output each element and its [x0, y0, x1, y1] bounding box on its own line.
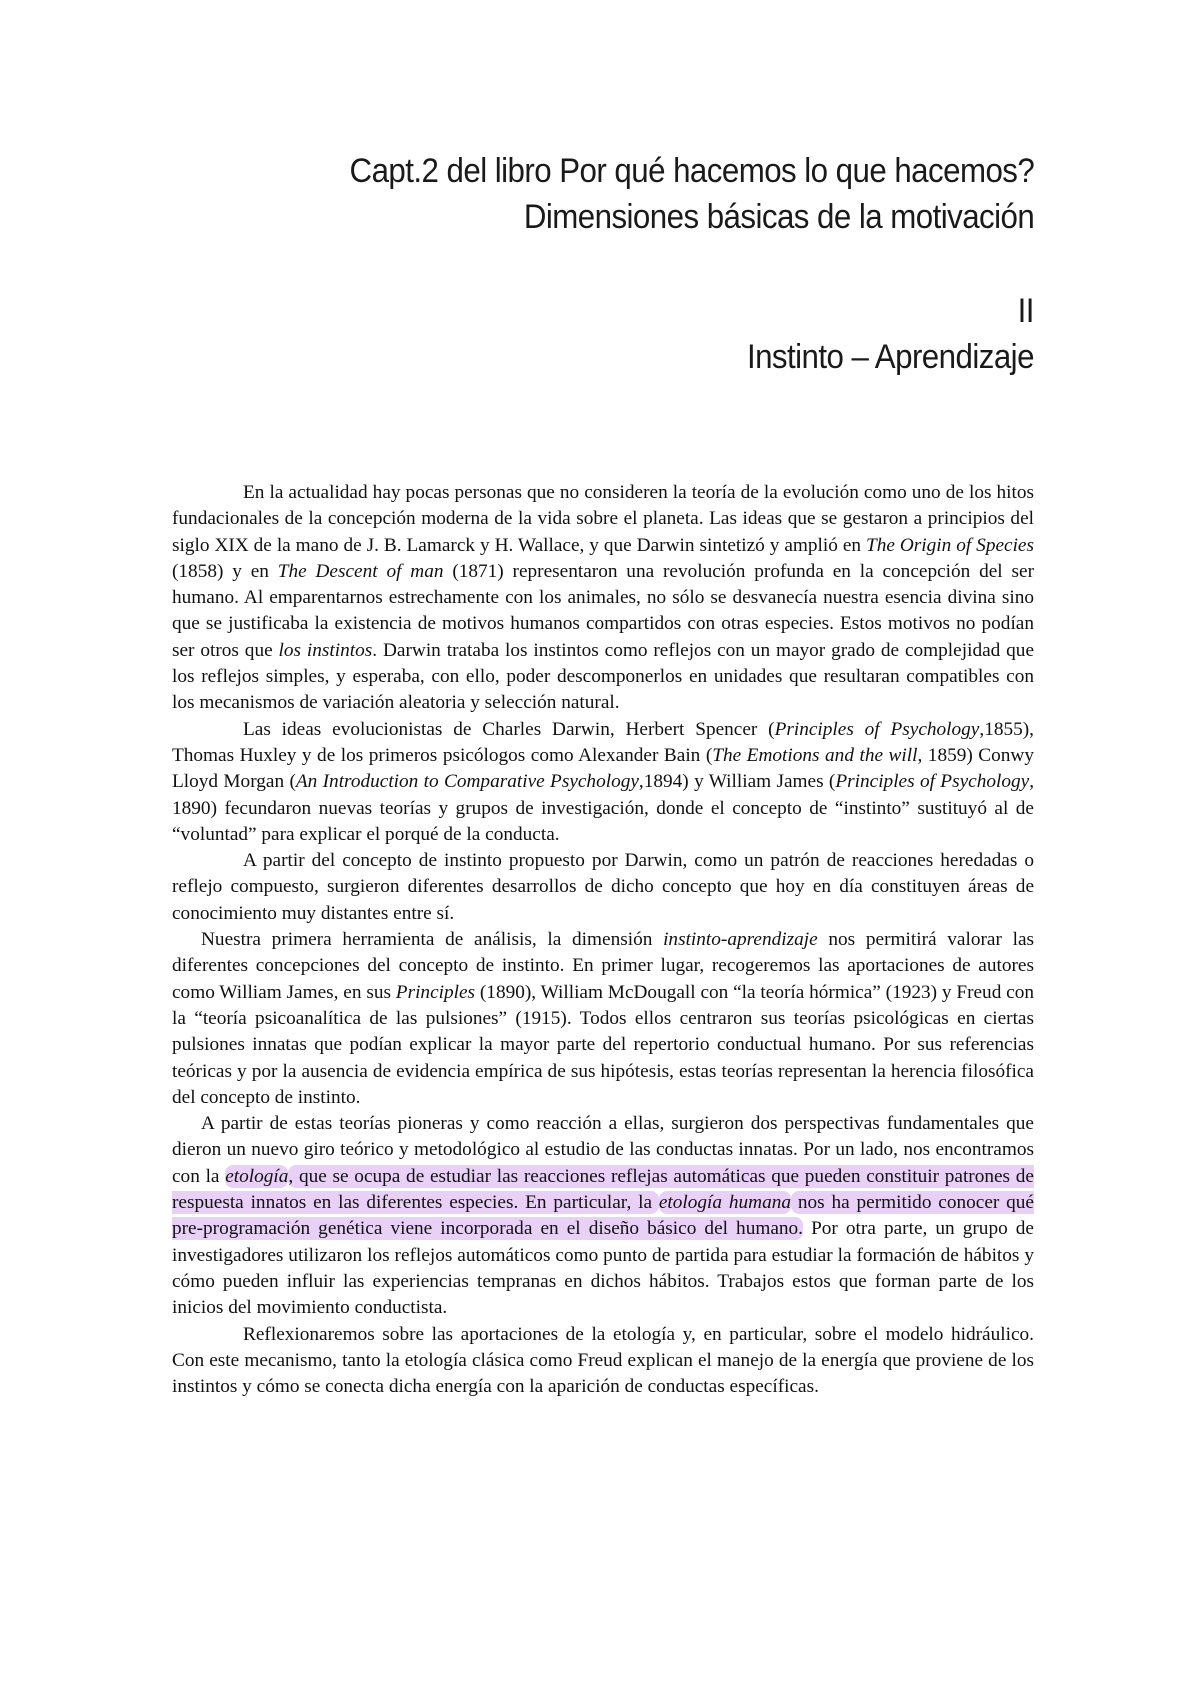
italic-text: The Emotions and the will — [712, 744, 918, 766]
text-run: Nuestra primera herramienta de análisis, la dimensión — [201, 929, 664, 951]
text-run: (1871) representaron una revolución profunda en la concepción del ser humano. Al emparentarnos estrechamente con los animales, no sólo se desvanecía nuestra esencia divina sino que se justificaba la existencia de motivos humanos compartidos con otras especies. Estos motivos no podían ser otros que — [172, 560, 1034, 661]
highlighted-text: , que se ocupa de estudiar las reacciones reflejas automáticas que pueden constituir patrones de respuesta innatos en las diferentes especies. En particular, la — [172, 1165, 1034, 1214]
text-run: ,1894) y William James ( — [638, 771, 836, 793]
paragraph — [172, 927, 1034, 1111]
italic-text: The Origin of Species — [865, 534, 1034, 556]
paragraph — [172, 848, 1034, 927]
text-run: ,1855), Thomas Huxley y de los primeros psicólogos como Alexander Bain ( — [172, 718, 1034, 766]
highlighted-italic-text: etología humana — [658, 1192, 792, 1214]
italic-text: Principles — [395, 981, 476, 1003]
book-title — [349, 148, 1034, 240]
italic-text: los instintos — [278, 639, 373, 661]
highlighted-text: nos ha permitido conocer qué pre-programación genética viene incorporada en el diseño básico del humano. — [172, 1192, 1034, 1240]
body-text — [172, 480, 1034, 1400]
text-run: , 1859) Conwy Lloyd Morgan ( — [172, 744, 1034, 793]
text-run: . Darwin trataba los instintos como reflejos con un mayor grado de complejidad que los reflejos simples, y esperaba, con ello, poder descomponerlos en unidades que resultaran compatibles con los mecanismos de variación aleatoria y selección natural. — [172, 639, 1034, 714]
italic-text: The Descent of man — [277, 560, 444, 582]
chapter-name: Instinto – Aprendizaje — [747, 338, 1034, 376]
paragraph — [172, 1322, 1034, 1401]
text-run: (1890), William McDougall con “la teoría hórmica” (1923) y Freud con la “teoría psicoanalítica de las pulsiones” (1915). Todos ellos centraron sus teorías psicológicas en ciertas pulsiones innatas que podían explicar la mayor parte del repertorio conductual humano. Por sus referencias teóricas y por la ausencia de evidencia empírica de sus hipótesis, estas teorías representan la herencia filosófica del concepto de instinto. — [172, 981, 1034, 1108]
chapter-heading — [747, 288, 1034, 380]
italic-text: Principles of Psychology — [835, 771, 1030, 793]
text-run: Reflexionaremos sobre las aportaciones de la etología y, en particular, sobre el modelo hidráulico. Con este mecanismo, tanto la etología clásica como Freud explican el manejo de la energía que proviene de los instintos y cómo se conecta dicha energía con la aparición de conductas específicas. — [172, 1323, 1034, 1398]
text-run: En la actualidad hay pocas personas que no consideren la teoría de la evolución como uno de los hitos fundacionales de la concepción moderna de la vida sobre el planeta. Las ideas que se gestaron a principios del siglo XIX de la mano de J. B. Lamarck y H. Wallace, y que Darwin sintetizó y amplió en — [172, 482, 1034, 556]
highlighted-italic-text: etología — [225, 1165, 289, 1187]
text-run: A partir del concepto de instinto propuesto por Darwin, como un patrón de reacciones heredadas o reflejo compuesto, surgieron diferentes desarrollos de dicho concepto que hoy en día constituyen áreas de conocimiento muy distantes entre sí. — [172, 850, 1034, 924]
book-title-line-1: Capt.2 del libro Por qué hacemos lo que hacemos? — [349, 152, 1034, 190]
text-run: , 1890) fecundaron nuevas teorías y grupos de investigación, donde el concepto de “instinto” sustituyó al de “voluntad” para explicar el porqué de la conducta. — [172, 771, 1035, 845]
paragraph — [172, 480, 1034, 717]
italic-text: instinto-aprendizaje — [663, 929, 818, 951]
italic-text: An Introduction to Comparative Psychology — [295, 771, 639, 793]
chapter-number: II — [1017, 292, 1034, 330]
text-run: Por otra parte, un grupo de investigadores utilizaron los reflejos automáticos como punto de partida para estudiar la formación de hábitos y cómo pueden influir las experiencias tempranas en dichos hábitos. Trabajos estos que forman parte de los inicios del movimiento conductista. — [172, 1218, 1034, 1319]
text-run: A partir de estas teorías pioneras y como reacción a ellas, surgieron dos perspectivas fundamentales que dieron un nuevo giro teórico y metodológico al estudio de las conductas innatas. Por un lado, nos encontramos con la — [172, 1113, 1034, 1187]
text-run: nos permitirá valorar las diferentes concepciones del concepto de instinto. En primer lugar, recogeremos las aportaciones de autores como William James, en sus — [172, 929, 1035, 1003]
book-title-line-2: Dimensiones básicas de la motivación — [523, 198, 1034, 236]
text-run: Las ideas evolucionistas de Charles Darwin, Herbert Spencer ( — [243, 718, 775, 740]
paragraph — [172, 1111, 1034, 1321]
text-run: (1858) y en — [172, 560, 278, 582]
paragraph — [172, 717, 1034, 848]
italic-text: Principles of Psychology — [774, 718, 980, 740]
